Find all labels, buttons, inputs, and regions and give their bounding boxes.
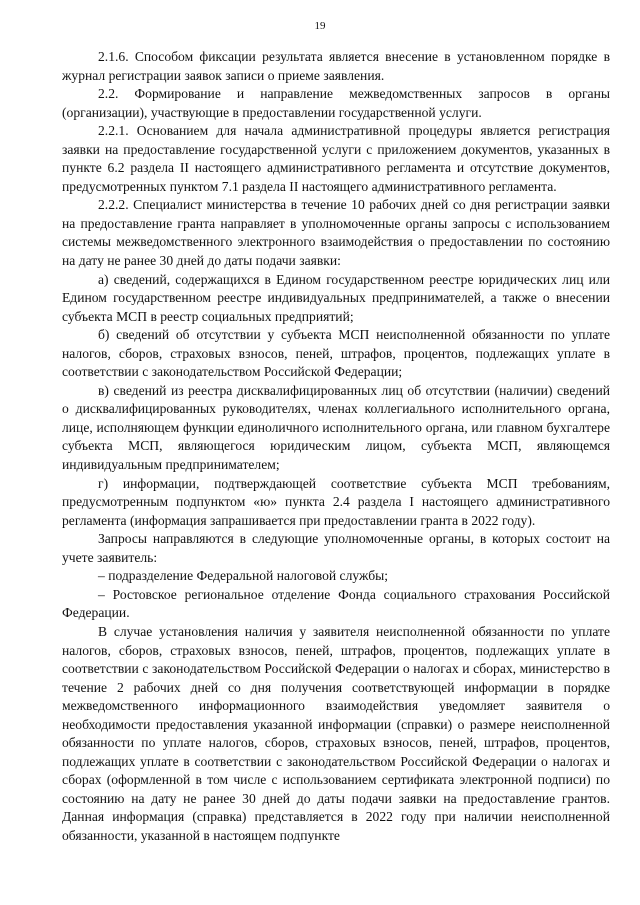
list-item-tax-service: – подразделение Федеральной налоговой службы; [98,568,389,584]
paragraph-unfulfilled-obligation: В случае установления наличия у заявителя неисполненной обязанности по уплате налогов, сборов, страховых взносов, пеней, штрафов, процентов, подлежащих уплате в соответствии с законодательством Российской Федерации о налогах и сборах, министерство в течение 2 рабочих дней со дня получения соответствующей информации в порядке межведомственного информационного взаимодействия уведомляет заявителя о необходимости предоставления указанной информации (справки) о размере неисполненной обязанности по уплате налогов, сборов, страховых взносов, пеней, штрафов, процентов, подлежащих уплате в соответствии с законодательством Российской Федерации о налогах и сборах (оформленной в том числе с использованием сертификата электронной подписи) по состоянию на дату не ранее 30 дней до даты подачи заявки на предоставление грантов. Данная информация (справка) представляется в 2022 году при наличии неисполненной обязанности, указанной в настоящем подпункте [62,623,610,843]
paragraph-2-2-1: 2.2.1. Основанием для начала административной процедуры является регистрация заявки на предоставление государственной услуги с приложением документов, указанных в пункте 6.2 раздела II настоящего административного регламента и отсутствие документов, предусмотренных пунктом 7.1 раздела II настоящего административного регламента. [62,123,610,194]
list-item-v: в) сведений из реестра дисквалифицированных лиц об отсутствии (наличии) сведений о дисквалифицированных руководителях, членах коллегиального исполнительного органа, лице, исполняющем функции единоличного исполнительного органа, или главном бухгалтере субъекта МСП, являющегося юридическим лицом, субъекта МСП, являющемся индивидуальным предпринимателем; [62,382,610,473]
paragraph-requests-intro: Запросы направляются в следующие уполномоченные органы, в которых состоит на учете заявитель: [62,531,610,565]
list-item-social-insurance-fund: – Ростовское региональное отделение Фонда социального страхования Российской Федерации. [62,586,610,621]
paragraph-2-1-6: 2.1.6. Способом фиксации результата является внесение в установленном порядке в журнал регистрации заявок записи о приеме заявления. [62,49,610,83]
paragraph-2-2-2: 2.2.2. Специалист министерства в течение 10 рабочих дней со дня регистрации заявки на предоставление гранта направляет в уполномоченные органы запросы с использованием системы межведомственного электронного взаимодействия о предоставлении по состоянию на дату не ранее 30 дней до даты подачи заявки: [62,197,610,269]
list-item-a: а) сведений, содержащихся в Едином государственном реестре юридических лиц или Едином государственном реестре индивидуальных предпринимателей, а также о внесении субъекта МСП в реестр социальных предприятий; [62,271,610,324]
document-body [62,48,610,846]
list-item-g: г) информации, подтверждающей соответствие субъекта МСП требованиям, предусмотренным подпунктом «ю» пункта 2.4 раздела I настоящего административного регламента (информация запрашивается при предоставлении гранта в 2022 году). [62,475,610,528]
page-number: 19 [314,20,326,32]
paragraph-2-2: 2.2. Формирование и направление межведомственных запросов в органы (организации), участвующие в предоставлении государственной услуги. [62,86,610,120]
list-item-b: б) сведений об отсутствии у субъекта МСП неисполненной обязанности по уплате налогов, сборов, страховых взносов, пеней, штрафов, процентов, подлежащих уплате в соответствии с законодательством Российской Федерации; [62,327,610,380]
